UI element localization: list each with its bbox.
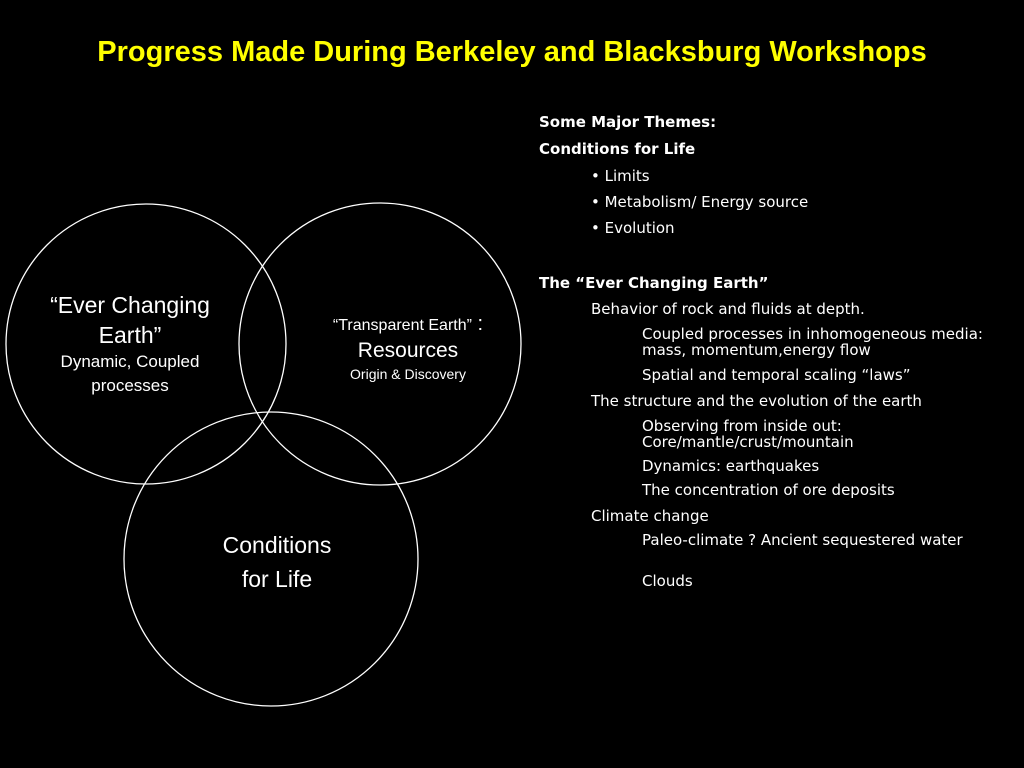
earth-coupled-processes: Coupled processes in inhomogeneous media: mass, momentum,energy flow [642,325,983,359]
conditions-item-limits: • Limits [591,167,650,185]
earth-behavior: Behavior of rock and fluids at depth. [591,300,865,318]
earth-scaling-laws: Spatial and temporal scaling “laws” [642,366,911,384]
earth-climate-change: Climate change [591,507,709,525]
transparent-earth-title [290,312,526,338]
themes-header: Some Major Themes: [539,113,717,131]
origin-discovery-label: Origin & Discovery [350,366,466,382]
earth-ore-deposits: The concentration of ore deposits [642,481,895,499]
earth-dynamics: Dynamics: earthquakes [642,457,820,475]
earth-observing: Observing from inside out: Core/mantle/crust/mountain [642,417,854,451]
resources-label: Resources [357,339,459,362]
transparent-earth-title-text: “Transparent Earth” [332,317,472,334]
earth-paleo-climate: Paleo-climate ? Ancient sequestered water [642,531,963,549]
transparent-earth-label [290,312,526,384]
conditions-item-metabolism: • Metabolism/ Energy source [591,193,809,211]
conditions-for-life-title: Conditions for Life [222,532,332,592]
conditions-for-life-label [160,528,394,596]
ever-changing-earth-label [20,290,240,398]
transparent-earth-colon: : [471,313,484,335]
ever-changing-earth-title: “Ever Changing Earth” [50,292,210,348]
conditions-item-evolution: • Evolution [591,219,675,237]
slide-title: Progress Made During Berkeley and Blacksburg Workshops [97,36,927,68]
ever-changing-earth-subtitle: Dynamic, Coupled processes [60,352,200,395]
earth-heading: The “Ever Changing Earth” [539,274,769,292]
conditions-heading: Conditions for Life [539,140,696,158]
earth-clouds: Clouds [642,572,693,590]
earth-structure: The structure and the evolution of the earth [591,392,922,410]
